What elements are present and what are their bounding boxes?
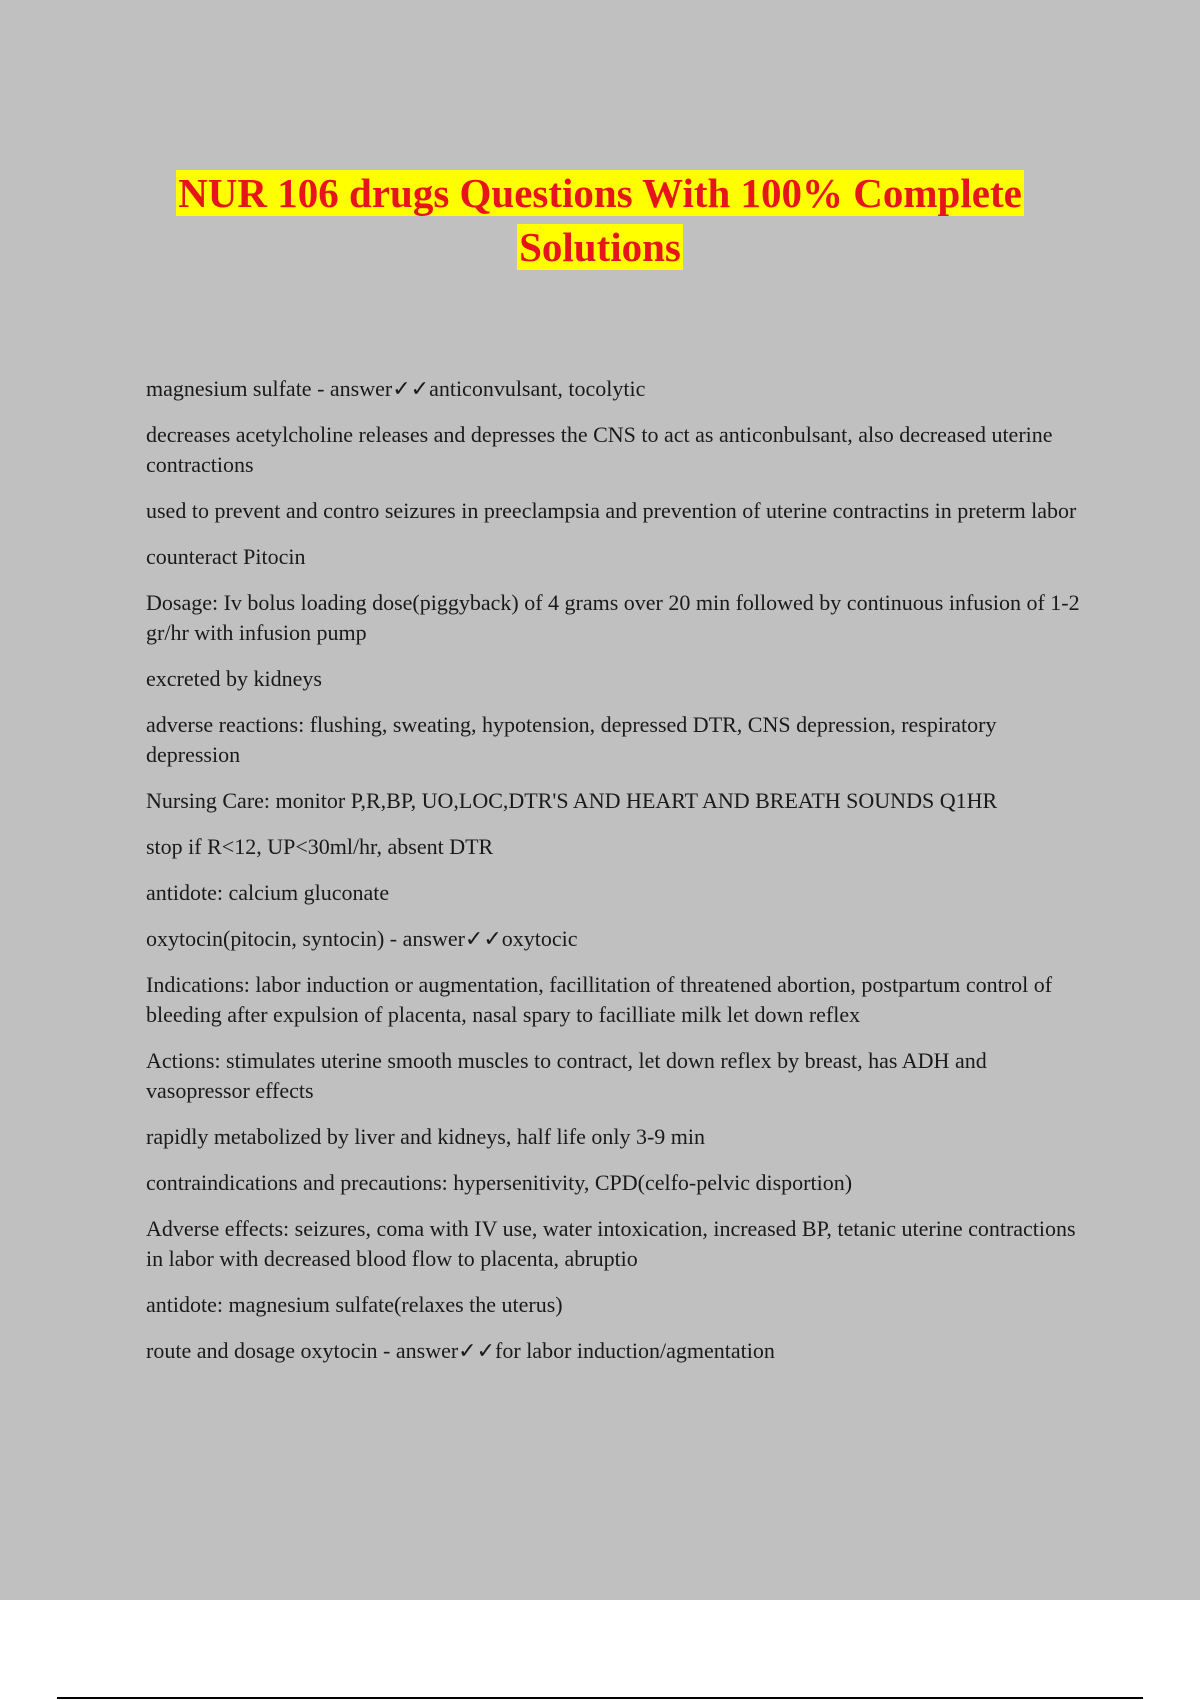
paragraph: decreases acetylcholine releases and depresses the CNS to act as anticonbulsant, also decreased uterine contractions [146, 422, 1053, 477]
paragraph: adverse reactions: flushing, sweating, hypotension, depressed DTR, CNS depression, respiratory depression [146, 712, 997, 767]
title-line-1: NUR 106 drugs Questions With 100% Complete [178, 170, 1022, 216]
title-line-2: Solutions [519, 224, 681, 270]
bottom-divider [57, 1697, 1143, 1699]
paragraph: Dosage: Iv bolus loading dose(piggyback) of 4 grams over 20 min followed by continuous infusion of 1-2 gr/hr with infusion pump [146, 590, 1080, 645]
document-body [146, 374, 1086, 1382]
document-title [0, 166, 1200, 274]
paragraph: Indications: labor induction or augmentation, facillitation of threatened abortion, postpartum control of bleeding after expulsion of placenta, nasal spary to facilliate milk let down reflex [146, 972, 1053, 1027]
paragraph: antidote: calcium gluconate [146, 880, 390, 905]
paragraph: counteract Pitocin [146, 544, 306, 569]
paragraph: rapidly metabolized by liver and kidneys, half life only 3-9 min [146, 1124, 706, 1149]
paragraph: used to prevent and contro seizures in preeclampsia and prevention of uterine contractins in preterm labor [146, 498, 1077, 523]
paragraph: stop if R<12, UP<30ml/hr, absent DTR [146, 834, 494, 859]
paragraph: Actions: stimulates uterine smooth muscles to contract, let down reflex by breast, has ADH and vasopressor effects [146, 1048, 987, 1103]
paragraph: Nursing Care: monitor P,R,BP, UO,LOC,DTR'S AND HEART AND BREATH SOUNDS Q1HR [146, 788, 998, 813]
paragraph: antidote: magnesium sulfate(relaxes the uterus) [146, 1292, 563, 1317]
paragraph: contraindications and precautions: hypersenitivity, CPD(celfo-pelvic disportion) [146, 1170, 853, 1195]
paragraph: excreted by kidneys [146, 666, 322, 691]
paragraph: route and dosage oxytocin - answer✓✓for labor induction/agmentation [146, 1338, 775, 1363]
paragraph: oxytocin(pitocin, syntocin) - answer✓✓oxytocic [146, 926, 578, 951]
paragraph: Adverse effects: seizures, coma with IV use, water intoxication, increased BP, tetanic uterine contractions in labor with decreased blood flow to placenta, abruptio [146, 1216, 1076, 1271]
paragraph: magnesium sulfate - answer✓✓anticonvulsant, tocolytic [146, 376, 646, 401]
